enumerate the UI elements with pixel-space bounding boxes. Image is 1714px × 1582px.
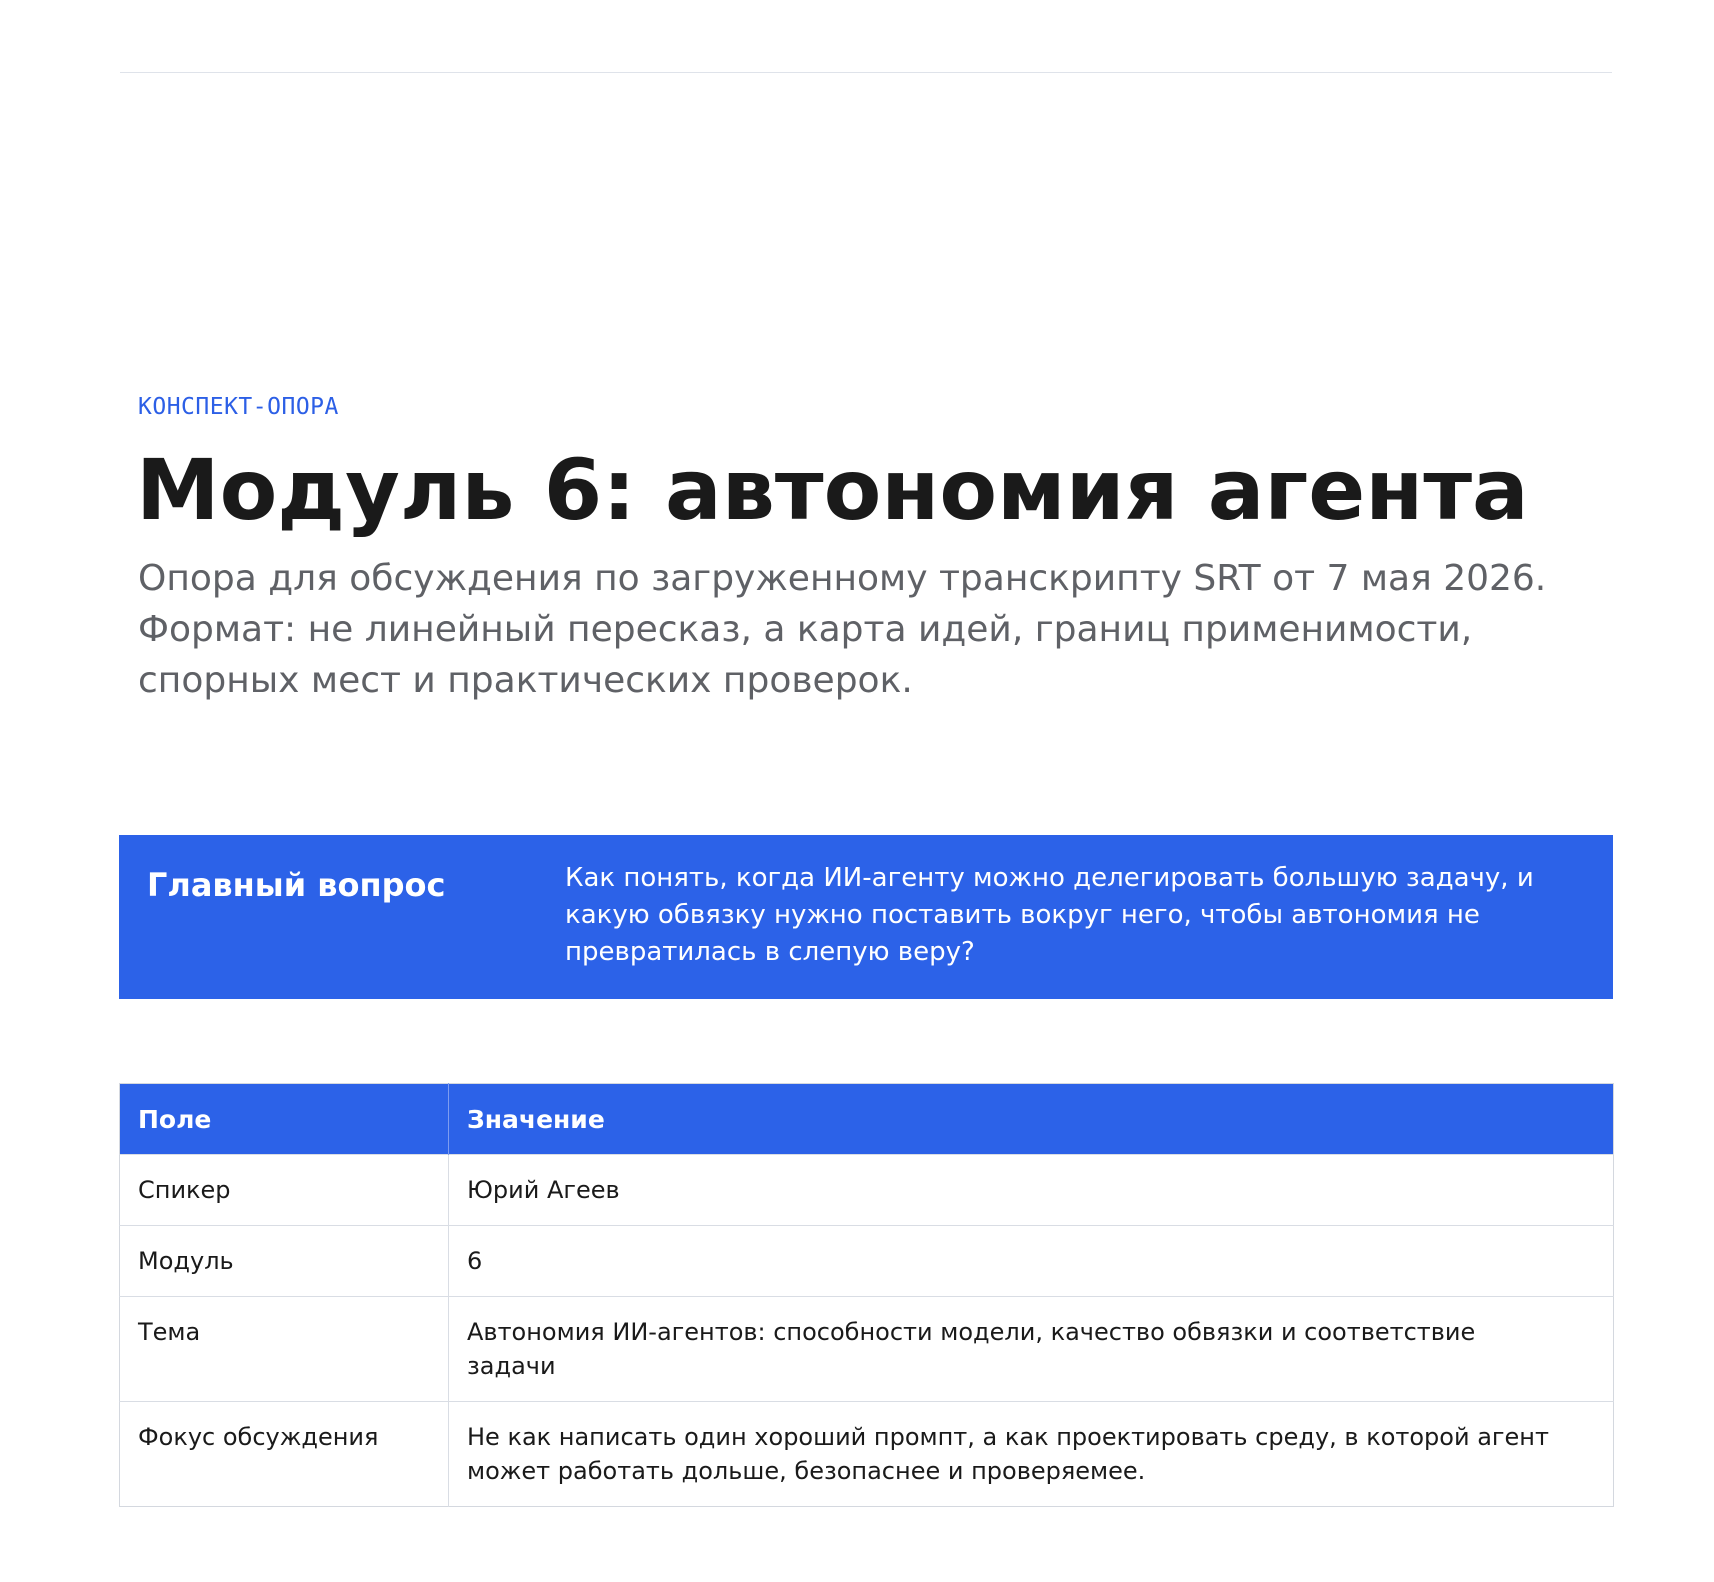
callout-label: Главный вопрос <box>147 866 446 904</box>
value-line: задачи <box>467 1352 556 1380</box>
table-row <box>120 1226 1614 1297</box>
lede-line: спорных мест и практических проверок. <box>138 660 913 701</box>
lede-paragraph <box>138 553 1598 706</box>
top-divider <box>120 72 1612 73</box>
value-cell <box>449 1155 1614 1226</box>
table-row <box>120 1402 1614 1507</box>
value-line: Не как написать один хороший промпт, а как проектировать среду, в которой агент <box>467 1423 1549 1451</box>
value-cell <box>449 1297 1614 1402</box>
callout-text-line: превратилась в слепую веру? <box>565 937 975 967</box>
callout-text-line: Как понять, когда ИИ-агенту можно делегировать большую задачу, и <box>565 863 1534 893</box>
lede-line: Опора для обсуждения по загруженному транскрипту SRT от 7 мая 2026. <box>138 558 1547 599</box>
field-cell: Спикер <box>120 1155 449 1226</box>
table-row <box>120 1155 1614 1226</box>
value-cell <box>449 1402 1614 1507</box>
metadata-table <box>119 1083 1614 1507</box>
page-title: Модуль 6: автономия агента <box>136 441 1529 539</box>
field-cell: Фокус обсуждения <box>120 1402 449 1507</box>
value-line: 6 <box>467 1247 483 1275</box>
callout-text-line: какую обвязку нужно поставить вокруг него, чтобы автономия не <box>565 900 1480 930</box>
value-line: Автономия ИИ-агентов: способности модели, качество обвязки и соответствие <box>467 1318 1476 1346</box>
main-question-callout <box>119 835 1613 999</box>
value-line: может работать дольше, безопаснее и проверяемее. <box>467 1457 1146 1485</box>
table-row <box>120 1297 1614 1402</box>
field-cell: Модуль <box>120 1226 449 1297</box>
lede-line: Формат: не линейный пересказ, а карта идей, границ применимости, <box>138 609 1473 650</box>
callout-text <box>565 860 1595 971</box>
column-header-value: Значение <box>449 1084 1614 1155</box>
table-header-row <box>120 1084 1614 1155</box>
column-header-field: Поле <box>120 1084 449 1155</box>
eyebrow-label: КОНСПЕКТ-ОПОРА <box>138 394 339 420</box>
field-cell: Тема <box>120 1297 449 1402</box>
value-line: Юрий Агеев <box>467 1176 620 1204</box>
value-cell <box>449 1226 1614 1297</box>
